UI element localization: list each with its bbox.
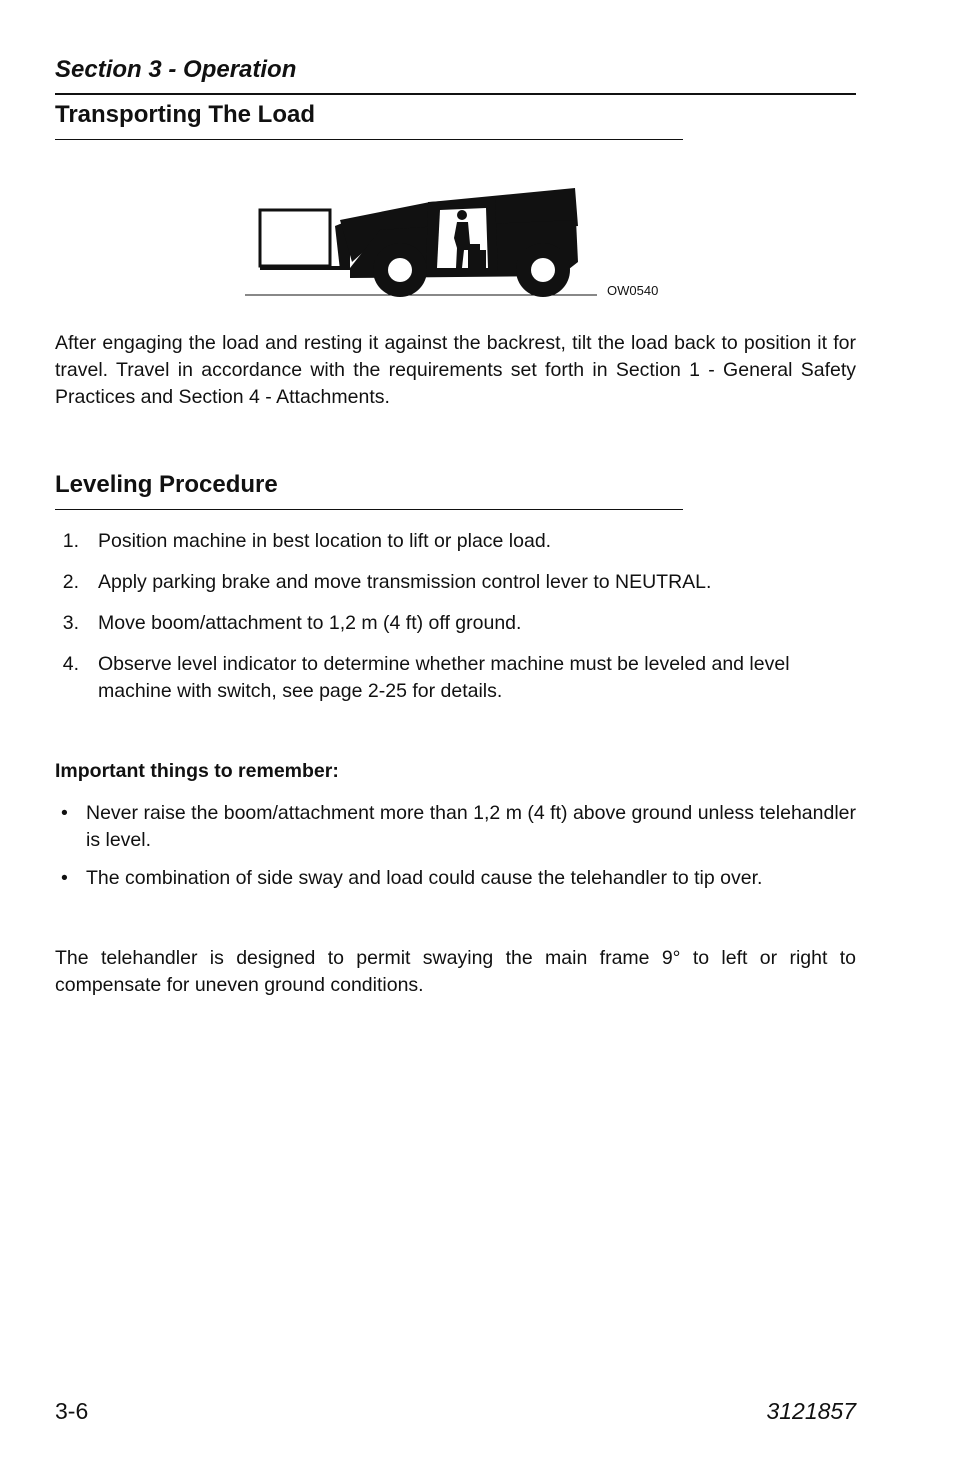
important-title: Important things to remember: — [55, 760, 339, 782]
transport-paragraph: After engaging the load and resting it against the backrest, tilt the load back to position it for travel. Travel in accordance with the requirements set forth in Section 1 - General Safety Practices and Section 4 - Attachments. — [55, 332, 856, 408]
list-item — [55, 651, 856, 705]
list-item — [61, 865, 856, 892]
step-number: 4. — [62, 653, 79, 675]
operator-seat — [468, 250, 486, 268]
leveling-rule — [55, 509, 683, 510]
page-number: 3-6 — [55, 1398, 89, 1424]
header-rule — [55, 93, 856, 95]
list-item — [61, 800, 856, 854]
step-number: 3. — [62, 612, 79, 634]
section-title: Section 3 - Operation — [55, 56, 297, 83]
step-text: Apply parking brake and move transmission control lever to NEUTRAL. — [98, 571, 712, 593]
document-number: 3121857 — [766, 1398, 856, 1424]
bullet: • — [61, 802, 68, 824]
list-item — [55, 569, 856, 596]
list-item — [55, 610, 856, 637]
step-number: 2. — [62, 571, 79, 593]
step-text: Move boom/attachment to 1,2 m (4 ft) off ground. — [98, 612, 522, 634]
operator-head — [457, 210, 467, 220]
leveling-heading: Leveling Procedure — [55, 471, 278, 498]
bullet-text: The combination of side sway and load could cause the telehandler to tip over. — [86, 867, 763, 889]
figure-label: OW0540 — [607, 283, 659, 298]
step-number: 1. — [62, 530, 79, 552]
closing-paragraph: The telehandler is designed to permit swaying the main frame 9° to left or right to compensate for uneven ground conditions. — [55, 947, 856, 996]
list-item — [55, 528, 856, 555]
step-text: Position machine in best location to lift or place load. — [98, 530, 552, 552]
bullet: • — [61, 867, 68, 889]
transporting-heading: Transporting The Load — [55, 101, 316, 128]
bullet-text: Never raise the boom/attachment more than 1,2 m (4 ft) above ground unless telehandler is level. — [86, 802, 856, 851]
step-text: Observe level indicator to determine whether machine must be leveled and level machine with switch, see page 2-25 for details. — [98, 653, 790, 702]
transporting-rule — [55, 139, 683, 140]
load-box — [260, 210, 330, 266]
forks — [260, 266, 348, 270]
telehandler-illustration — [240, 180, 670, 305]
